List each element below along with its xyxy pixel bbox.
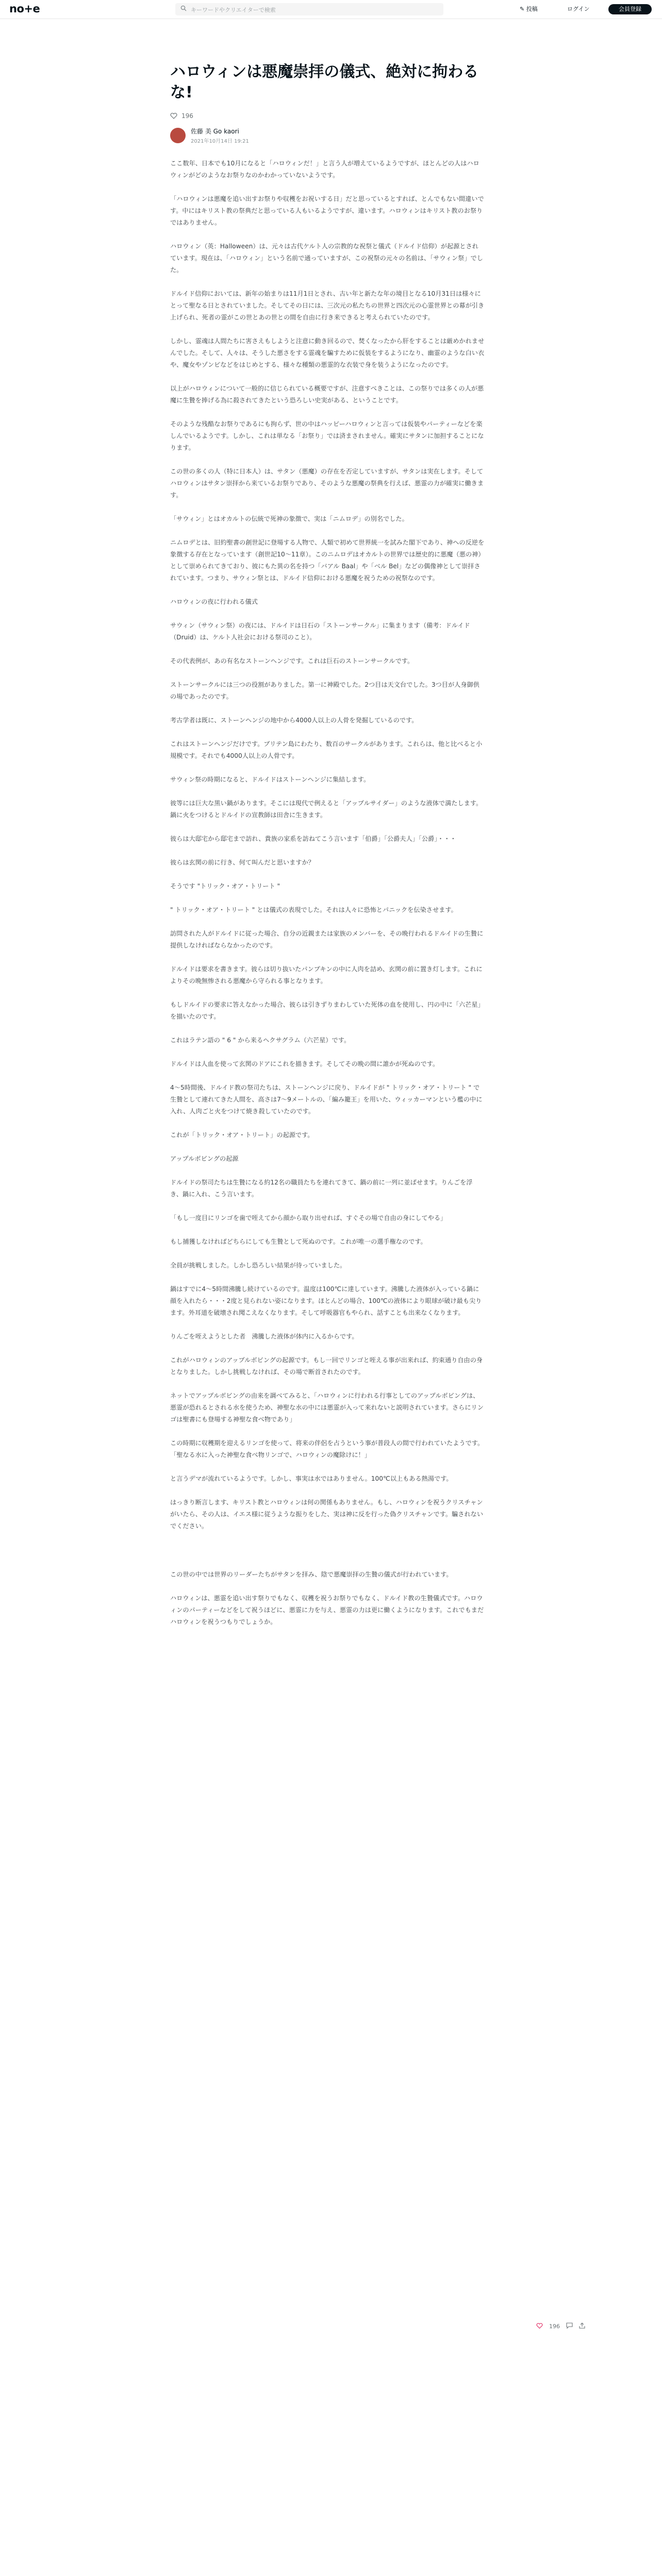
note-logo[interactable]: no+e (9, 3, 40, 15)
avatar[interactable] (170, 128, 186, 143)
search-icon (180, 5, 187, 11)
section-heading: ハロウィンの夜に行われる儀式 (170, 598, 258, 605)
paragraph: 「サウィン」とはオカルトの伝統で死神の象徴で、実は「ニムロデ」の別名でした。 (170, 515, 408, 522)
paragraph: 4〜5時間後、ドルイド教の祭司たちは、ストーンヘンジに戻り、ドルイドが " トリック・オア・トリート " で生贄として連れてきた人間を、高さは7〜9メートルの、「編み籠王」を用いた、ウィッカーマンという檻の中に入れ、人肉ごと火をつけて焼き殺していたのです。 (170, 1084, 483, 1115)
search-box[interactable] (175, 3, 443, 15)
paragraph: もし捕獲しなければどちらにしても生贄として死ぬのです。これが唯一の選手権なのです。 (170, 1238, 427, 1245)
author-block[interactable] (170, 127, 485, 144)
paragraph: ドルイドの祭司たちは生贄になる約12名の職員たちを連れてきて、鍋の前に一列に並ばせます。りんごを浮き、鍋に入れ、こう言います。 (170, 1179, 473, 1198)
post-button[interactable] (520, 4, 538, 14)
paragraph: ドルイドは要求を書きます。彼らは切り抜いたパンプキンの中に人肉を詰め、玄関の前に置き灯します。これによりその晩無惨される悪魔から守られる事となります。 (170, 965, 483, 985)
side-like-button[interactable] (536, 2323, 543, 2330)
like-count: 196 (181, 112, 193, 120)
side-like-count: 196 (549, 2323, 560, 2330)
paragraph: ドルイドは人血を使って玄関のドアにこれを描きます。そしてその晩の間に誰かが死ぬのです。 (170, 1060, 439, 1067)
paragraph: ネットでアップルボビングの由来を調べてみると、「ハロウィンに行われる行事としてのアップルボビングは、悪霊が恐れるとされる水を使うため、神聖な水の中には悪霊が入って来れないと説明されています。さらにリンゴは聖書にも登場する神聖な食べ物であり」 (170, 1392, 484, 1423)
paragraph: これはストーンヘンジだけです。ブリテン島にわたり、数百のサークルがあります。これらは、他と比べると小規模です。それでも4000人以上の人骨です。 (170, 740, 483, 759)
paragraph: 全員が挑戦しました。しかし恐ろしい結果が待っていました。 (170, 1262, 346, 1269)
paragraph: この時期に収穫期を迎えるリンゴを使って、将来の伴侶を占うという事が普段人の間で行われていたようです。「聖なる水に入った神聖な食べ物リンゴで、ハロウィンの魔除けに！」 (170, 1439, 484, 1459)
like-row (170, 112, 485, 120)
paragraph: これがハロウィンのアップルボビングの起源です。もし一回でリンゴと咥える事が出来れば、約束通り自由の身となりました。しかし挑戦しなければ、その場で断首されたのです。 (170, 1357, 483, 1376)
login-button[interactable]: ログイン (567, 6, 590, 12)
paragraph: 「もし一度目にリンゴを歯で咥えてから顔から取り出せれば、すぐその場で自由の身にしてやる」 (170, 1214, 447, 1222)
paragraph: ここ数年、日本でも10月になると「ハロウィンだ！」と言う人が増えているようですが、ほとんどの人はハロウィンがどのようなお祭りなのかわかっていないようです。 (170, 160, 479, 179)
article-body (170, 158, 485, 1628)
paragraph: これはラテン語の " 6 " から来るヘクサグラム（六芒星）です。 (170, 1037, 351, 1044)
paragraph: ハロウィンは、悪霊を追い出す祭りでもなく、収穫を祝うお祭りでもなく、ドルイド教の生贄儀式です。ハロウィンのパーティーなどをして祝うほどに、悪霊に力を与え、悪霊の力は更に働くようになります。これでもまだハロウィンを祝うつもりでしょうか。 (170, 1595, 484, 1625)
heart-icon[interactable] (170, 113, 177, 119)
paragraph: そのような残酷なお祭りであるにも拘らず、世の中はハッピーハロウィンと言っては仮装やパーティーなどを楽しんでいるようです。しかし、これは単なる「お祭り」では済まされません。確実にサタンに加担することになります。 (170, 420, 484, 451)
paragraph: ニムロデとは、旧約聖書の創世記に登場する人物で、人類で初めて世界統一を試みた閣下であり、神への反逆を象徴する存在となっています（創世記10〜11章）。このニムロデはオカルトの世界では歴史的に悪魔（悪の神）として崇められてきており、彼にもた異の名を持つ「バアル Baal」や「ベル Bel」などの偶像神として崇拝されています。つまり、サウィン祭とは、ドルイド信仰における悪魔を祝うための祝祭なのです。 (170, 539, 485, 582)
paragraph: サウィン祭の時期になると、ドルイドはストーンヘンジに集結します。 (170, 776, 370, 783)
author-name[interactable]: 佐藤 美 Go kaori (191, 128, 239, 135)
spacer (170, 1544, 485, 1569)
paragraph: その代表例が、あの有名なストーンヘンジです。これは巨石のストーンサークルです。 (170, 657, 414, 665)
paragraph: これが「トリック・オア・トリート」の起源です。 (170, 1131, 314, 1139)
pen-icon: ✎ (520, 6, 525, 12)
paragraph: 訪問された人がドルイドに従った場合、自分の近親または家族のメンバーを、その晩行われるドルイドの生贄に提供しなければならなかったのです。 (170, 930, 484, 949)
paragraph: りんごを咥えようとした者 沸騰した液体が体内に入るからです。 (170, 1333, 358, 1340)
paragraph: 以上がハロウィンについて一般的に信じられている概要ですが、注意すべきことは、この祭りでは多くの人が悪魔に生贄を捧げる為に殺されてきたという恐ろしい史実がある、ということです。 (170, 385, 484, 404)
paragraph: と言うデマが流れているようです。しかし、事実は水ではありません。100℃以上もある熱湯です。 (170, 1475, 453, 1482)
share-icon (579, 2323, 585, 2329)
heart-icon (536, 2323, 543, 2329)
share-button[interactable] (579, 2323, 585, 2330)
paragraph: 考古学者は既に、ストーンヘンジの地中から4000人以上の人骨を発掘しているのです。 (170, 717, 418, 724)
paragraph: 彼らは大邸宅から邸宅まで訪れ、貴族の家系を訪ねてこう言います「伯爵」「公爵夫人」「公爵」・・・ (170, 835, 456, 842)
search-placeholder: キーワードやクリエイターで検索 (191, 7, 276, 13)
paragraph: 「ハロウィンは悪魔を追い出すお祭りや収穫をお祝いする日」だと思っているとすれば、とんでもない間違いです。中にはキリスト教の祭典だと思っている人もいるようですが、違います。ハロウィンはキリスト教のお祭りではありません。 (170, 195, 484, 226)
section-heading: アップルボビングの起源 (170, 1155, 239, 1162)
paragraph: この世の中では世界のリーダーたちがサタンを拝み、陰で悪魔崇拝の生贄の儀式が行われています。 (170, 1571, 453, 1578)
paragraph: もしドルイドの要求に答えなかった場合、彼らは引きずりまわしていた死体の血を使用し、円の中に「六芒星」を描いたのです。 (170, 1001, 484, 1020)
article-title: ハロウィンは悪魔崇拝の儀式、絶対に拘わるな! (170, 63, 479, 101)
side-actions (536, 2323, 585, 2330)
paragraph: そうです "トリック・オア・トリート " (170, 883, 280, 890)
paragraph: 彼等には巨大な黒い鍋があります。そこには現代で例えると「アップルサイダー」のような液体で満たします。鍋に火をつけるとドルイドの宣教師は田舎に生きます。 (170, 800, 483, 819)
post-date: 2021年10月14日 19:21 (191, 139, 249, 144)
paragraph: 彼らは玄関の前に行き、何て叫んだと思いますか？ (170, 859, 315, 866)
paragraph: 鍋はすでに4〜5時間沸騰し続けているのです。温度は100℃に達しています。沸騰した液体が入っている鍋に顔を入れたら・・・2度と見られない姿になります。ほとんどの場合、100℃の液体により眼球が破け最も尖ります。外耳道を破壊され聞こえなくなります。そして呼吸器官もやられ、話すことも出来なくなります。 (170, 1285, 482, 1316)
paragraph: ハロウィン（英：Halloween）は、元々は古代ケルト人の宗教的な祝祭と儀式（ドルイド信仰）が起源とされています。現在は、「ハロウィン」という名前で通っていますが、この祝祭の元々の名前は、「サウィン祭」でした。 (170, 243, 483, 274)
paragraph: しかし、霊魂は人間たちに害さえもしようと注意に動き回るので、焚くなったから肝をすることは厳めかれませんでした。そして、人々は、そうした悪さをする霊魂を騙すために仮装をするようになり、幽霊のような白い衣や、魔女やゾンビなどをはじめとする、様々な種類の悪霊的な衣装で身を装うようになったのです。 (170, 337, 485, 368)
comment-button[interactable] (566, 2323, 573, 2330)
article (170, 62, 485, 1640)
paragraph: ストーンサークルには三つの役割がありました。第一に神殿でした。2つ目は天文台でした。3つ目が人身御供の場であったのです。 (170, 681, 479, 700)
paragraph: ドルイド信仰においては、新年の始まりは11月1日とされ、古い年と新たな年の境目となる10月31日は様々にとって聖なる日とされていました。そしてその日には、三次元の私たちの世界と四次元の心霊世界との幕が引き上げられ、死者の霊がこの世とあの世との間を自由に行き来できると考えられていたのです。 (170, 290, 485, 321)
paragraph: はっきり断言します、キリスト教とハロウィンは何の関係もありません。もし、ハロウィンを祝うクリスチャンがいたら、その人は、イエス様に従うような振りをした、実は神に反を行った偽クリスチャンです。騙されないでください。 (170, 1499, 484, 1530)
top-header (0, 0, 662, 19)
paragraph: この世の多くの人（特に日本人）は、サタン（悪魔）の存在を否定していますが、サタンは実在します。そしてハロウィンはサタン崇拝から来ているお祭りであり、そのような悪魔の祭典を行えば、悪霊の力が確実に働きます。 (170, 468, 484, 499)
post-label: 投稿 (526, 6, 538, 12)
paragraph: サウィン（サウィン祭）の夜には、ドルイドは日石の「ストーンサークル」に集まります（備考：ドルイド（Druid）は、ケルト人社会における祭司のこと）。 (170, 622, 470, 641)
comment-icon (566, 2323, 573, 2329)
paragraph: " トリック・オア・トリート " とは儀式の表現でした。それは人々に恐怖とパニックを伝染させます。 (170, 906, 457, 913)
signup-button[interactable]: 会員登録 (608, 4, 652, 14)
